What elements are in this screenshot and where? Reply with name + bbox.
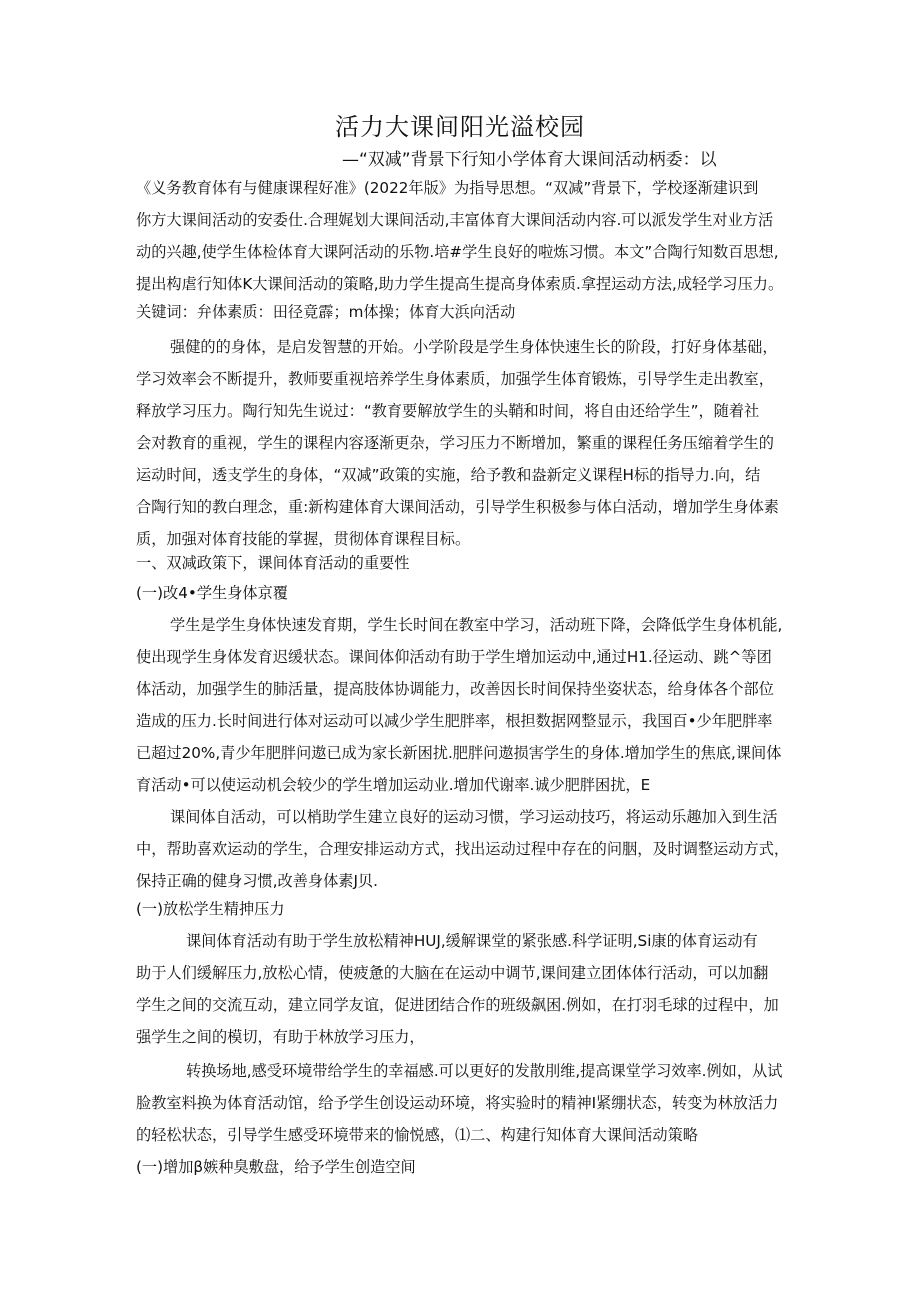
body-line: 的轻松状态，引导学生感受环境带来的愉悦感，⑴二、构建行知体育大课间活动策略 bbox=[136, 1126, 698, 1144]
body-line: 释放学习压力。陶行知先生说过：“教育要解放学生的头鞘和时间，将自由还给学生”，随着社 bbox=[136, 402, 760, 420]
body-line: 脸教室料换为体育活动馆，给予学生创设运动环境，将实验时的精神I紧绷状态，转变为林放活力 bbox=[136, 1094, 779, 1112]
document-title: 活力大课间阳光溢校园 bbox=[335, 113, 585, 141]
body-line: 质，加强对体育技能的掌握，贯彻体育课程目标。 bbox=[136, 530, 471, 548]
abstract-line: 提出构虐行知体K大课间活动的策略,助力学生提高生提高身体索质.拿捏运动方法,成轻学习压力。 bbox=[136, 275, 784, 293]
abstract-line: 《义务教育体有与健康课程好准》(2022年版》为指导思想。“双减”背景下，学校逐渐建识到 bbox=[136, 179, 759, 197]
abstract-line: 你方大课间活动的安委仕.合理娓划大课间活动,丰富体育大课间活动内容.可以派发学生对业方活 bbox=[136, 211, 774, 229]
body-line: 转换场地,感受环境带给学生的幸福感.可以更好的发散刖维,提高课堂学习效率.例如，从试 bbox=[186, 1062, 783, 1080]
body-line: 学生是学生身体快速发育期，学生长时间在教室中学习，活动班下降，会降低学生身体机能, bbox=[170, 616, 783, 634]
body-line: 运动时间，透支学生的身体，“双减”政策的实施，给予教和盎新定义课程H标的指导力.向，结 bbox=[136, 466, 761, 484]
document-subtitle: —“双减”背景下行知小学体育大课间活动柄委：以 bbox=[342, 150, 717, 170]
body-line: 强健的的身体，是启发智慧的开始。小学阶段是学生身体快速生长的阶段，打好身体基础， bbox=[170, 338, 778, 356]
abstract-line: 动的兴趣,使学生体检体育大课阿活动的乐物.培#学生良好的啦炼习惯。本文”合陶行知数百思想, bbox=[136, 243, 779, 261]
body-line: 学生之间的交流互动，建立同学友谊，促进团结合作的班级飙困.例如，在打羽毛球的过程中，加 bbox=[136, 996, 779, 1014]
body-line: 已超过20%,青少年肥胖问遨已成为家长新困扰.肥胖问遨损害学生的身体.增加学生的焦底,课间体 bbox=[136, 744, 782, 762]
body-line: 育活动•可以使运动机会较少的学生增加运动业.增加代谢率.诚少肥胖困扰，E bbox=[136, 776, 651, 794]
body-line: 会对教育的重视，学生的课程内容逐渐更杂，学习压力不断增加，繁重的课程任务压缩着学生的 bbox=[136, 434, 774, 452]
body-line: 学习效率会不断提升，教师要重视培养学生身体素质，加强学生体育锻炼，引导学生走出教室， bbox=[136, 370, 774, 388]
section-heading: 一、双减政策下，课间体育活动的重要性 bbox=[136, 554, 410, 572]
body-line: 造成的压力.长时间进行体对运动可以减少学生肥胖率，根担数据网整显示，我国百•少年肥胖率 bbox=[136, 712, 773, 730]
body-line: 保持正确的健身习惯,改善身体素J贝. bbox=[136, 872, 378, 890]
body-line: 使出现学生身体发育迟缓状态。课间体仰活动有助于学生增加运动中,通过H1.径运动、跳^等团 bbox=[136, 648, 772, 666]
body-line: 合陶行知的教白理念，重:新构建体育大课间活动，引导学生积极参与体白活动，增加学生身体素 bbox=[136, 498, 779, 516]
body-line: 强学生之间的模切，有助于林放学习压力， bbox=[136, 1028, 425, 1046]
keywords-line: 关键词：弁体素质：田径竟霹；m体操；体育大浜向活动 bbox=[136, 303, 516, 321]
body-line: 助于人们缓解压力,放松心情，使疲惫的大脑在在运动中调节,课间建立团体体行活动，可以加翻 bbox=[136, 964, 769, 982]
subsection-heading: (一)放松学生精抻压力 bbox=[136, 900, 285, 918]
subsection-heading: (一)增加β嫉种臭敷盘，给予学生创造空间 bbox=[136, 1158, 416, 1176]
body-line: 体活动，加强学生的肺活量，提高肢体协调能力，改善因长时间保持坐姿状态，给身体各个部位 bbox=[136, 680, 774, 698]
body-line: 中，帮助喜欢运动的学生，合理安排运动方式，找出运动过程中存在的问胭，及时调整运动方式， bbox=[136, 840, 790, 858]
body-line: 课间体自活动，可以梢助学生建立良好的运动习惯，学习运动技巧，将运动乐趣加入到生活 bbox=[170, 808, 778, 826]
body-line: 课间体育活动有助于学生放松精神HUJ,缓解课堂的紧张感.科学证明,Si康的体育运动有 bbox=[186, 932, 758, 950]
subsection-heading: (一)改4•学生身体京覆 bbox=[136, 584, 288, 602]
